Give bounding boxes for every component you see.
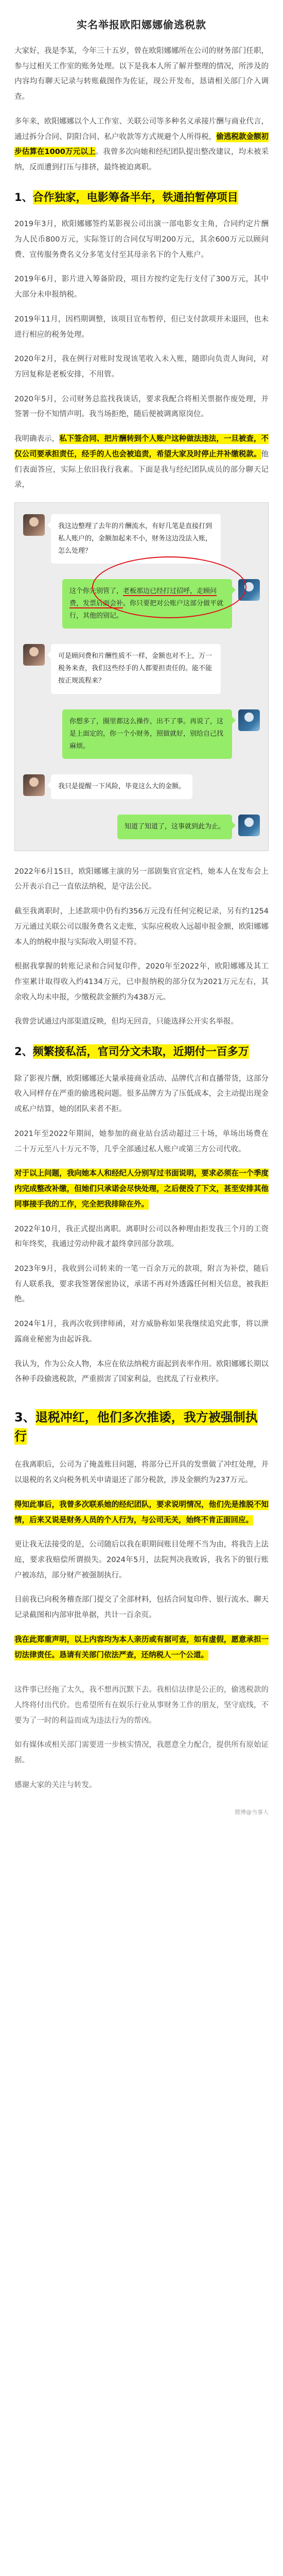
intro-tail: 。我曾多次向她和经纪团队提出整改建议，均未被采纳，反而遭到打压与排挤，最终被迫离职。 <box>14 148 269 172</box>
closing-paragraph: 感谢大家的关注与转发。 <box>14 1781 97 1789</box>
chat-message-received <box>23 514 260 564</box>
chat-message-sent <box>23 815 260 839</box>
section-1-paragraph: 2020年2月，我在例行对账时发现该笔收入未入账，随即向负责人询问，对方回复称是老板安排，不用管。 <box>14 355 269 379</box>
highlight-lead: 我明确表示， <box>14 435 60 444</box>
section-1-paragraph: 2019年11月，因档期调整，该项目宣布暂停，但已支付款项并未退回，也未进行相应的税务处理。 <box>14 315 269 339</box>
article-title: 实名举报欧阳娜娜偷逃税款 <box>77 19 206 31</box>
section-2-paragraph: 2024年1月，我再次收到律师函，对方威胁称如果我继续追究此事，将以泄露商业秘密为由起诉我。 <box>14 1320 269 1344</box>
section-1-heading <box>14 189 269 206</box>
section-3-highlight: 得知此事后，我曾多次联系她的经纪团队，要求说明情况，他们先是推脱不知情，后来又说是财务人员的个人行为，与公司无关，始终不肯正面回应。 <box>14 1500 269 1524</box>
chat-message-sent <box>23 709 260 759</box>
section-3-highlight-paragraph-2 <box>14 1633 269 1663</box>
intro-paragraph-1: 大家好，我是李某，今年三十五岁，曾在欧阳娜娜所在公司的财务部门任职，参与过相关工作室的账务处理。以下是我本人所了解并整理的情况，所涉及的内容均有聊天记录与转账截图作为佐证，现公开发布，恳请相关部门介入调查。 <box>14 47 269 101</box>
avatar <box>238 579 260 601</box>
section-1-number: 1、 <box>14 191 33 204</box>
section-1-tail-paragraph: 截至我离职时，上述款项中仍有约356万元没有任何完税记录，另有约1254万元通过关联公司以服务费名义走账，实际应税收入远超申报金额，欧阳娜娜本人的纳税申报与实际收入明显不符。 <box>14 907 269 946</box>
chat-bubble: 知道了知道了，这事就到此为止。 <box>117 815 232 839</box>
section-1-highlight: 私下签合同、把片酬转到个人账户这种做法违法，一旦被查，不仅公司要承担责任，经手的人也会被追责，希望大家及时停止并补缴税款。 <box>14 435 269 459</box>
chat-message-sent <box>23 579 260 629</box>
avatar <box>238 815 260 836</box>
avatar <box>23 774 45 796</box>
avatar <box>238 709 260 731</box>
chat-bubble: 这个你先别管了，老板那边已经打过招呼，走顾问费，发票后面会补。你只要把对公账户这部分做平就行，其他的别记。 <box>62 579 232 629</box>
section-1-tail-paragraph: 根据我掌握的转账记录和合同复印件，2020年至2022年，欧阳娜娜及其工作室累计取得收入约4134万元，已申报纳税的部分仅为2021万元左右，其余收入均未申报，少缴税款金额约为438万元。 <box>14 962 269 1002</box>
spacer <box>14 1672 269 1683</box>
chat-bubble: 可是顾问费和片酬性质不一样，金额也对不上，万一税务来查，我们这些经手的人都要担责任的。能不能按正规流程来？ <box>51 644 221 693</box>
section-1-paragraph: 2019年6月，影片进入筹备阶段，项目方按约定先行支付了300万元，其中大部分未申报纳税。 <box>14 275 269 299</box>
chat-screenshot <box>14 502 269 851</box>
section-1-highlight-paragraph <box>14 432 269 493</box>
section-2-paragraph: 2023年9月，我收到公司转来的一笔一百余万元的款项，附言为补偿，随后有人联系我，要求我签署保密协议，承诺不再对外透露任何相关信息，被我拒绝。 <box>14 1264 269 1304</box>
section-3-highlight-paragraph <box>14 1498 269 1528</box>
intro-highlight: 偷逃税款金额初步估算在1000万元以上 <box>14 132 269 157</box>
section-2-highlight: 对于以上问题，我向她本人和经纪人分别写过书面说明，要求必须在一个季度内完成整改补缴，但她们只承诺会尽快处理，之后便没了下文，甚至安排其他同事接手我的工作，完全把我排除在外。 <box>14 1170 269 1209</box>
section-2-title: 频繁接私活，官司分文未取，近期付一百多万 <box>32 1045 249 1058</box>
avatar <box>23 514 45 536</box>
section-3-paragraph: 在我离职后，公司为了掩盖账目问题，将部分已开具的发票做了冲红处理，并以退税的名义向税务机关申请退还了部分税款，涉及金额约为237万元。 <box>14 1461 269 1485</box>
section-2-paragraph: 2022年10月，我正式提出离职。离职时公司以各种理由拒发我三个月的工资和年终奖，我通过劳动仲裁才最终拿回部分款项。 <box>14 1225 269 1249</box>
section-1-title: 合作独家，电影筹备半年，铁通拍暂停项目 <box>32 191 238 204</box>
closing-paragraph: 如有媒体或相关部门需要进一步核实情况，我愿意全力配合，提供所有原始证据。 <box>14 1741 269 1765</box>
section-1-paragraph: 2020年5月，公司财务总监找我谈话，要求我配合将相关票据作废处理，并签署一份不知情声明。我当场拒绝，随后便被调离原岗位。 <box>14 395 269 419</box>
intro-text: 多年来，欧阳娜娜以个人工作室、关联公司等多种名义承接片酬与商业代言，通过拆分合同、阴阳合同、私户收款等方式规避个人所得税， <box>14 117 269 141</box>
section-3-number: 3、 <box>14 1410 36 1425</box>
chat-message-received <box>23 774 260 799</box>
section-2-number: 2、 <box>14 1045 33 1058</box>
intro-paragraph-2 <box>14 114 269 176</box>
chat-message-received <box>23 644 260 693</box>
closing-paragraph: 这件事已经拖了太久，我不想再沉默下去。我相信法律是公正的，偷逃税款的人终将付出代价。也希望所有在娱乐行业从事财务工作的朋友，坚守底线，不要为了一时的利益而成为违法行为的帮凶。 <box>14 1686 269 1725</box>
chat-bubble: 你想多了，圈里都这么操作，出不了事。再说了，这是上面定的，你一个小财务，照做就好，别给自己找麻烦。 <box>62 709 232 759</box>
section-3-title: 退税冲红，他们多次推诿，我方被强制执行 <box>14 1410 258 1444</box>
section-3-paragraph: 目前我已向税务稽查部门提交了全部材料，包括合同复印件、银行流水、聊天记录截图和内部审批单据，共计一百余页。 <box>14 1596 269 1620</box>
chat-bubble: 我这边整理了去年的片酬流水，有好几笔是直接打到私人账户的，金额加起来不小，财务这边没法入账，怎么处理？ <box>51 514 221 564</box>
section-2-paragraph: 除了影视片酬，欧阳娜娜还大量承接商业活动、品牌代言和直播带货，这部分收入同样存在严重的偷逃税问题。很多品牌方为了压低成本，会主动提出现金或私户结算，她的团队来者不拒。 <box>14 1074 269 1114</box>
section-3-paragraph: 更让我无法接受的是，公司随后以我在职期间账目处理不当为由，将我告上法庭，要求我赔偿所谓损失。2024年5月，法院判决我败诉，我名下的银行账户被冻结，部分财产被强制执行。 <box>14 1540 269 1580</box>
section-3-highlight-2: 我在此郑重声明，以上内容均为本人亲历或有据可查，如有虚假，愿意承担一切法律责任。恳请有关部门依法严查，还纳税人一个公道。 <box>14 1635 269 1659</box>
watermark: 微博@当事人 <box>235 1808 269 1816</box>
avatar <box>23 644 45 666</box>
section-1-paragraph: 2019年3月，欧阳娜娜签约某影视公司出演一部电影女主角，合同约定片酬为人民币800万元，实际签订的合同仅写明200万元，其余600万元以顾问费、宣传服务费名义分多笔支付至其母亲名下的个人账户。 <box>14 220 269 259</box>
section-2-highlight-paragraph <box>14 1166 269 1212</box>
section-2-paragraph: 我认为，作为公众人物，本应在依法纳税方面起到表率作用。欧阳娜娜长期以各种手段偷逃税款，严重损害了国家利益，也扰乱了行业秩序。 <box>14 1360 269 1384</box>
highlight-after: 他们表面答应，实际上依旧我行我素。下面是我与经纪团队成员的部分聊天记录， <box>14 450 269 489</box>
section-2-paragraph: 2021年至2022年期间，她参加的商业站台活动超过三十场，单场出场费在二十万元至八十万元不等，几乎全部通过私人账户或第三方公司代收。 <box>14 1129 269 1154</box>
section-1-tail-paragraph: 2022年6月15日，欧阳娜娜主演的另一部剧集官宣定档，她本人在发布会上公开表示自己一直依法纳税，是守法公民。 <box>14 867 269 891</box>
section-2-heading <box>14 1043 269 1060</box>
section-1-tail-paragraph: 我曾尝试通过内部渠道反映，但均无回音，只能选择公开实名举报。 <box>14 1018 238 1026</box>
underlined-evidence: 老板那边已经打过招呼，走顾问费，发票后面会补 <box>69 587 217 608</box>
section-3-heading <box>14 1408 269 1446</box>
chat-bubble: 我只是提醒一下风险，毕竟这么大的金额。 <box>51 774 192 799</box>
